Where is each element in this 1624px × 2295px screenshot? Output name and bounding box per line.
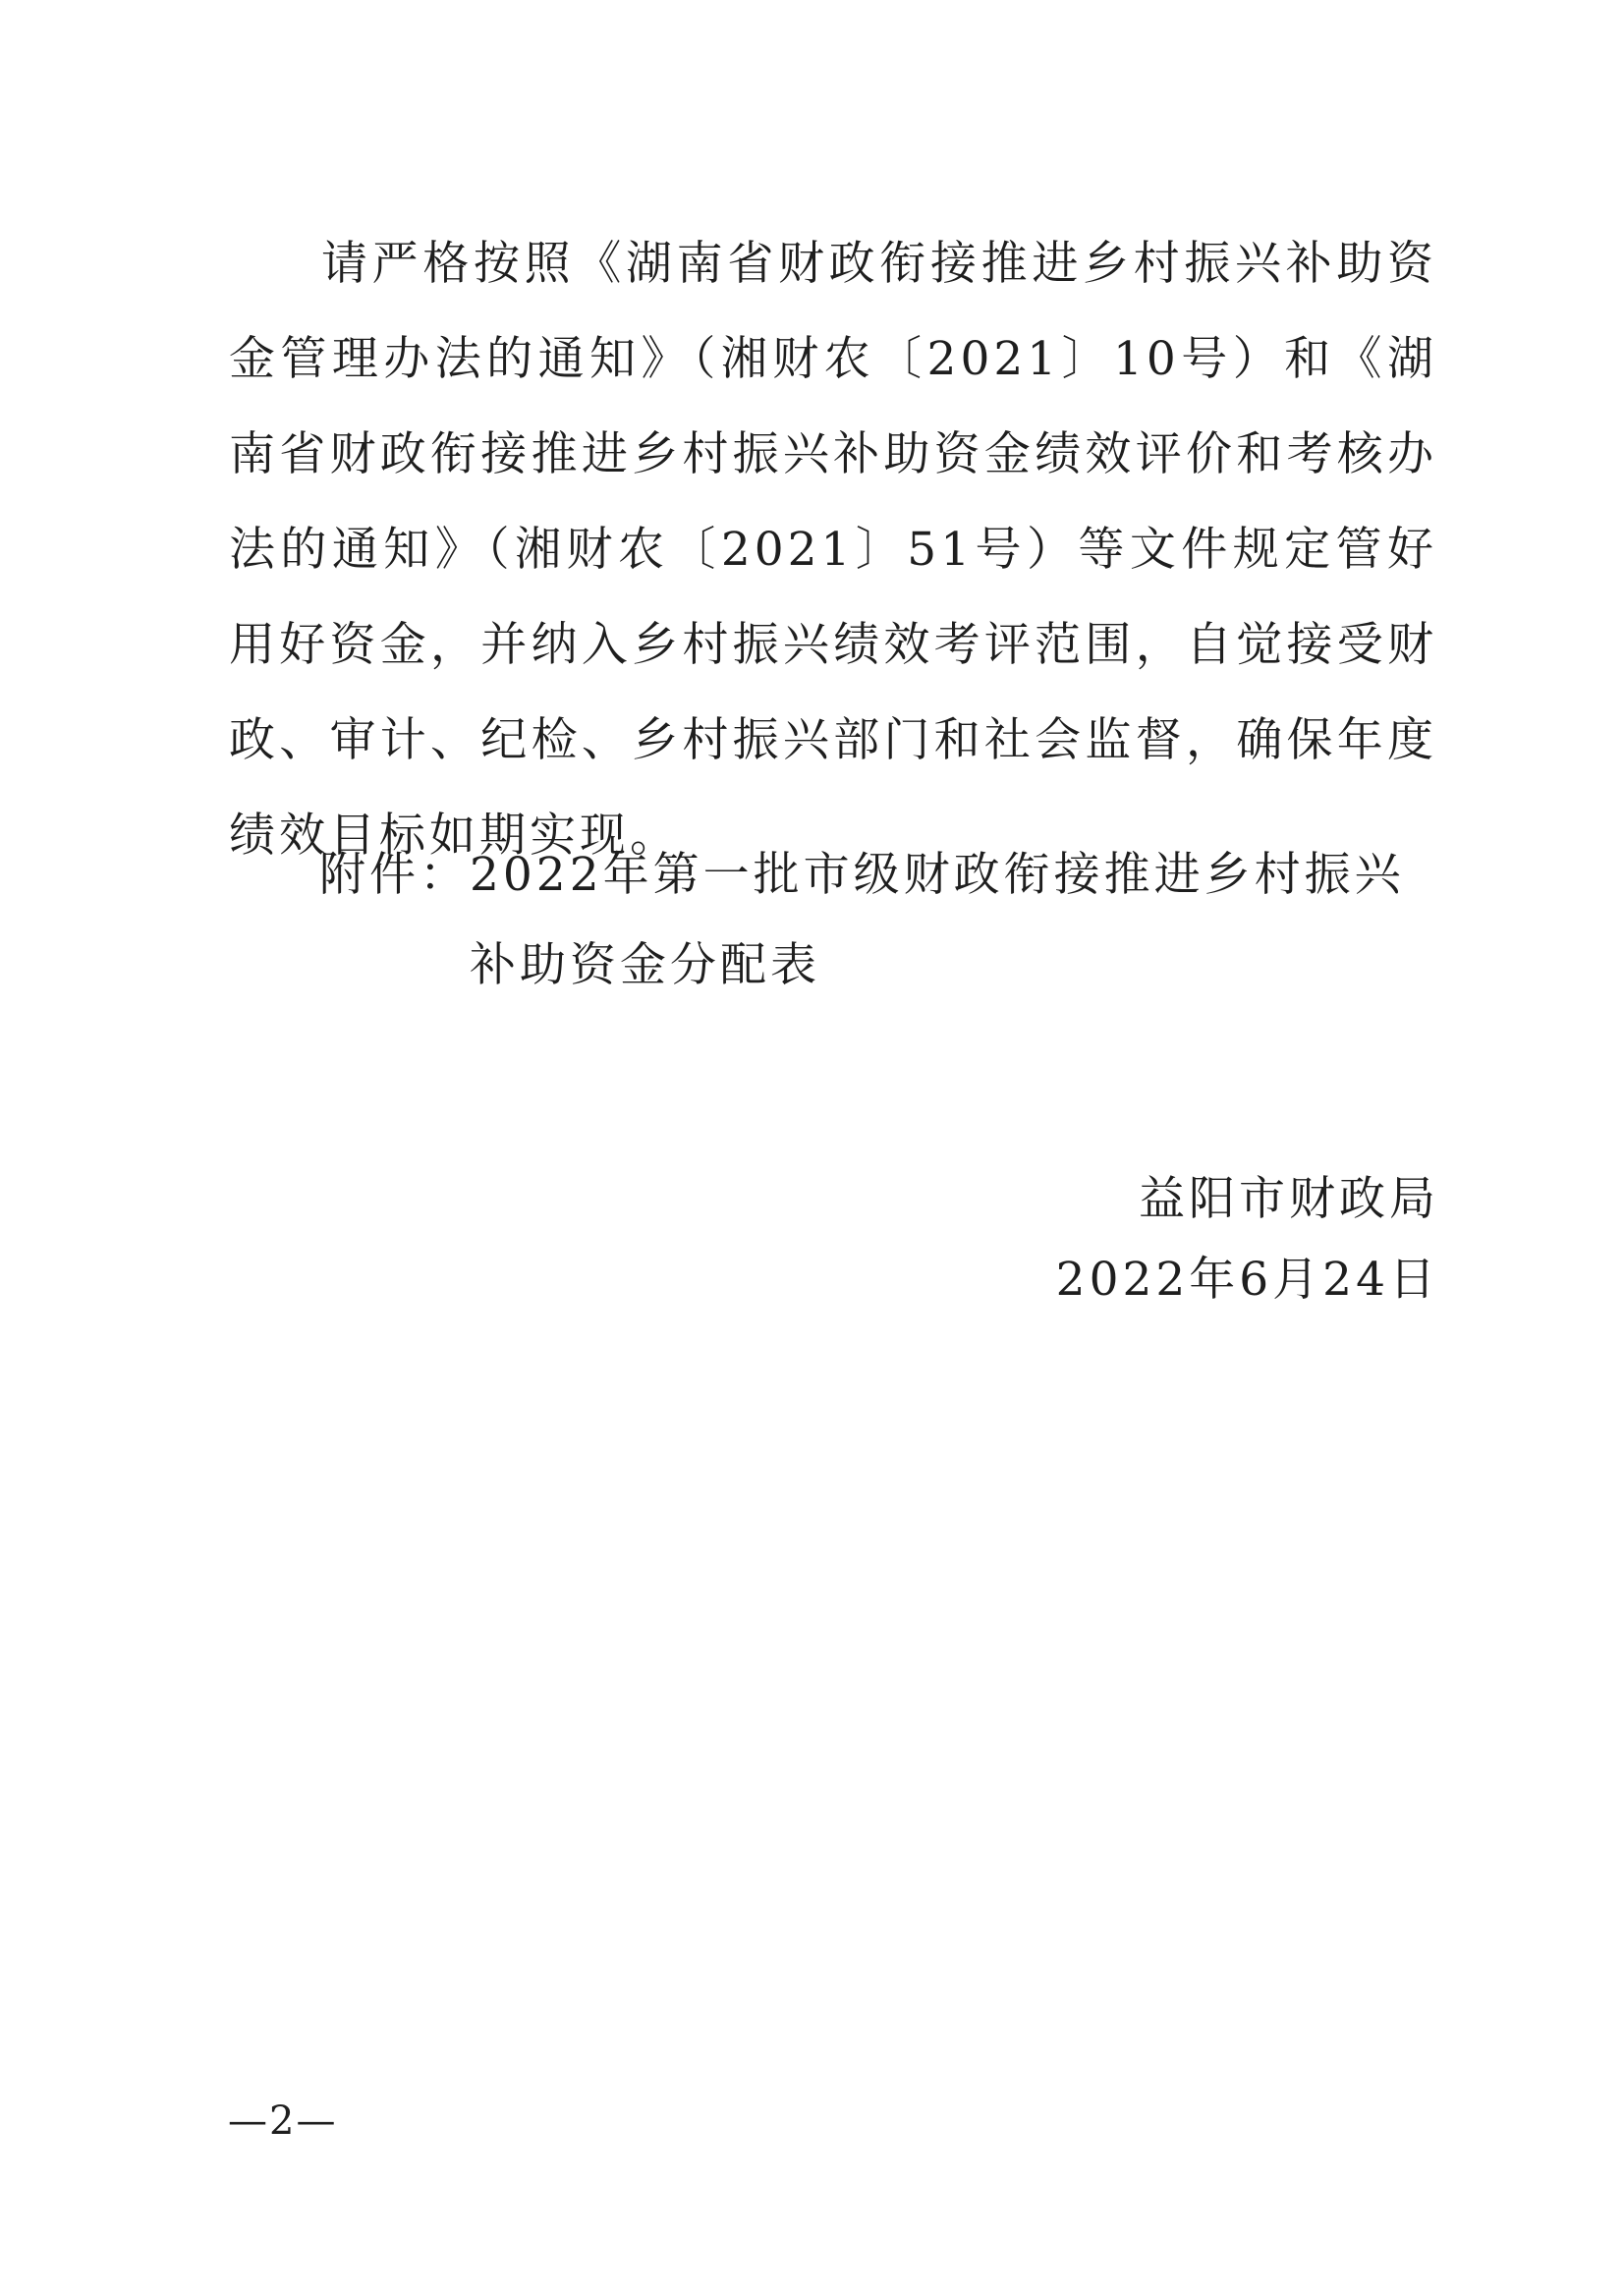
page-number: —2—	[228, 2099, 338, 2144]
issuer-name: 益阳市财政局	[1139, 1172, 1439, 1226]
signature-block	[1056, 1159, 1439, 1320]
issue-date: 2022年6月24日	[1055, 1253, 1439, 1307]
attachment-label: 附件：	[319, 848, 470, 902]
body-paragraph: 请严格按照《湖南省财政衔接推进乡村振兴补助资金管理办法的通知》（湘财农〔2021〕10号）和《湖南省财政衔接推进乡村振兴补助资金绩效评价和考核办法的通知》（湘财农〔2021〕51号）等文件规定管好用好资金，并纳入乡村振兴绩效考评范围，自觉接受财政、审计、纪检、乡村振兴部门和社会监督，确保年度绩效目标如期实现。	[229, 237, 1437, 863]
attachment-title: 2022年第一批市级财政衔接推进乡村振兴补助资金分配表	[470, 848, 1405, 992]
body-text-block	[229, 216, 1437, 883]
attachment-section	[319, 830, 1439, 1011]
